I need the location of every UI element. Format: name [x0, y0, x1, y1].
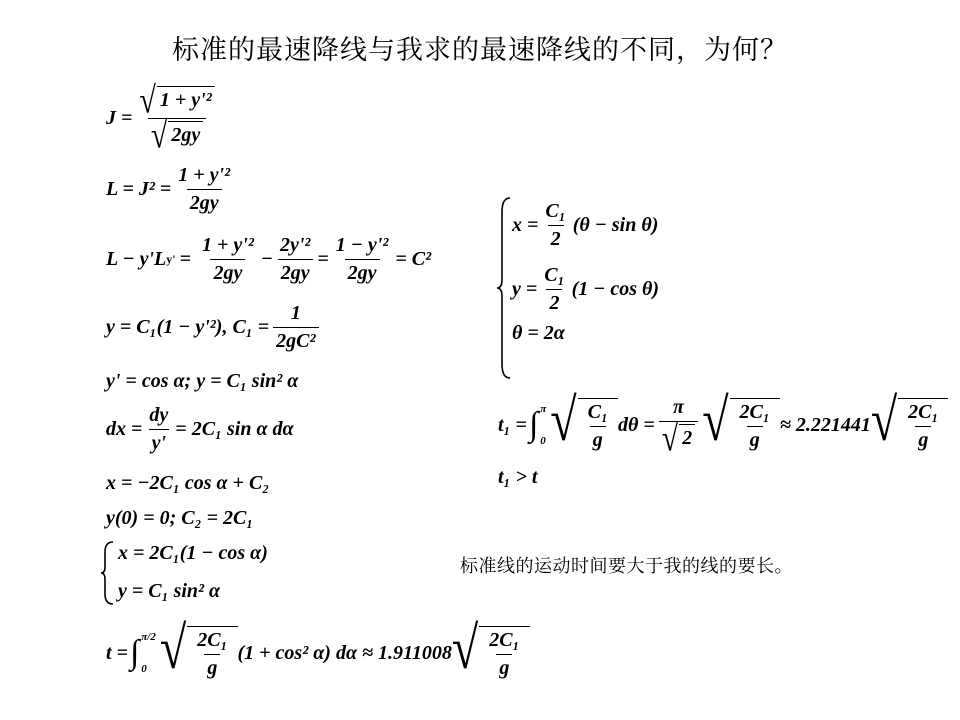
eq-j-lhs: J = — [106, 107, 133, 129]
eq-t1-lhs: t₁ = — [498, 413, 527, 436]
eq-l2-f1d: 2gy — [210, 259, 245, 285]
eq-t1-pi-den: 2 — [679, 424, 695, 454]
eq-y-frac — [273, 302, 318, 353]
eq-t1-rad2-den: g — [747, 426, 763, 452]
eq-l2-eq2: = — [317, 248, 329, 270]
eq-t-lower: 0 — [141, 663, 147, 675]
eq-t1-pi-frac: π √ 2 — [659, 396, 698, 454]
eq-t1-rad3-den: g — [915, 426, 931, 452]
eq-t1-rad — [585, 401, 611, 452]
eq-t-rad2-num: 2C₁ — [489, 629, 520, 651]
eq-l2-frac3 — [333, 234, 392, 285]
eq-sys1-y: y = C₁ sin² α — [118, 580, 221, 602]
eq-t1-limits — [540, 403, 546, 447]
eq-x: x = −2C₁ cos α + C₂ — [106, 472, 270, 494]
eq-l2-f3d: 2gy — [345, 259, 380, 285]
eq-l2-f1n: 1 + y'² — [202, 234, 254, 256]
eq-sys2-y-frac — [541, 264, 567, 315]
eq-j-num: 1 + y'² — [157, 86, 215, 116]
eq-sys2-x-lhs: x = — [512, 214, 539, 236]
eq-t1-lower: 0 — [540, 435, 546, 447]
eq-sys2-y-num: C₁ — [544, 264, 565, 286]
system-brace-1 — [100, 540, 116, 606]
eq-t-rad-den: g — [204, 654, 220, 680]
eq-sys2-x-rhs: (θ − sin θ) — [572, 214, 659, 236]
eq-y-den: 2gC² — [273, 327, 318, 353]
eq-t1-rad-den: g — [590, 426, 606, 452]
eq-t1: t₁ = ∫ π 0 √ $\frac{\text{C₁}}{g}$ dθ = π √ 2 √ $\frac{\text{2C₁}}{g}$ ≈ 2.221441 √ $\frac{\text{2C₁}}{g}$ — [498, 396, 948, 454]
integral-sign-2: ∫ — [528, 406, 539, 443]
eq-l — [106, 164, 237, 215]
eq-l-frac — [175, 164, 233, 215]
integral-sign: ∫ — [129, 634, 140, 671]
eq-dx-num: dy — [149, 404, 169, 426]
eq-dx-den: y' — [149, 429, 169, 455]
eq-y-num: 1 — [290, 302, 301, 324]
eq-l2-f2n: 2y'² — [279, 234, 311, 256]
eq-sys2-y-lhs: y = — [512, 278, 538, 300]
conclusion-note: 标准线的运动时间要大于我的线的要长。 — [460, 556, 793, 577]
eq-l2-eq: = — [179, 248, 191, 270]
eq-t1-pi-num: π — [672, 396, 684, 418]
eq-t: t = ∫ π/2 0 √ $\frac{\text{2C₁}}{g}$ (1 + cos² α) dα ≈ 1.911008 √ $\frac{\text{2C₁}}{g}$ — [106, 626, 530, 680]
eq-l2-lhs: L − y'L — [106, 248, 167, 270]
system-brace-2 — [496, 196, 512, 380]
eq-sys2-y — [512, 264, 659, 315]
eq-dx-lhs: dx = — [106, 418, 143, 440]
eq-sys2-y-rhs: (1 − cos θ) — [571, 278, 660, 300]
eq-t-rad-num: 2C₁ — [197, 629, 228, 651]
eq-sys2-x-frac — [542, 200, 568, 251]
eq-sys2-y-den: 2 — [546, 289, 562, 315]
eq-t1-rad-num: C₁ — [587, 401, 608, 423]
eq-sys2-x-num: C₁ — [545, 200, 566, 222]
eq-sys1-x: x = 2C₁(1 − cos α) — [118, 542, 268, 564]
eq-t1-approx: ≈ 2.221441 — [779, 413, 871, 436]
eq-l2-frac1 — [199, 234, 257, 285]
eq-j — [106, 79, 222, 156]
eq-t1-dtheta: dθ = — [617, 413, 655, 436]
eq-l2 — [106, 234, 431, 285]
eq-t1-rad2 — [737, 401, 773, 452]
eq-l-den: 2gy — [187, 189, 222, 215]
eq-l2-minus: − — [260, 248, 273, 270]
eq-l2-f2d: 2gy — [278, 259, 313, 285]
eq-l2-f3n: 1 − y'² — [335, 234, 389, 256]
eq-yp: y' = cos α; y = C₁ sin² α — [106, 370, 299, 392]
eq-y — [106, 302, 323, 353]
eq-l2-sub: y' — [166, 252, 176, 266]
eq-t1-rad3-num: 2C₁ — [908, 401, 939, 423]
eq-sys2-x — [512, 200, 658, 251]
eq-t1-rad3 — [905, 401, 941, 452]
eq-t-rad2 — [486, 629, 522, 680]
eq-l2-frac2 — [277, 234, 313, 285]
eq-j-den: 2gy — [168, 121, 203, 151]
eq-t-limits — [141, 631, 156, 675]
eq-t-mid: (1 + cos² α) dα ≈ 1.911008 — [237, 641, 452, 664]
eq-l-num: 1 + y'² — [178, 164, 231, 186]
slide-title: 标准的最速降线与我求的最速降线的不同，为何？ — [172, 35, 788, 66]
eq-t1-compare: t₁ > t — [498, 466, 538, 488]
eq-t-upper: π/2 — [141, 631, 156, 643]
eq-t1-upper: π — [540, 403, 547, 415]
eq-l-lhs: L = J² = — [106, 178, 172, 200]
eq-dx-frac — [146, 404, 171, 455]
eq-y-lhs: y = C₁(1 − y'²), C₁ = — [106, 316, 270, 338]
eq-t1-rad2-num: 2C₁ — [739, 401, 770, 423]
eq-j-frac: √ 1 + y'² √ 2gy — [136, 86, 217, 151]
eq-dx — [106, 404, 294, 455]
eq-y0: y(0) = 0; C₂ = 2C₁ — [106, 507, 254, 529]
eq-sys2-x-den: 2 — [548, 225, 564, 251]
eq-sys2-theta: θ = 2α — [512, 322, 565, 344]
eq-dx-rhs: = 2C₁ sin α dα — [175, 418, 294, 440]
eq-t-lhs: t = — [106, 641, 128, 664]
eq-t-rad2-den: g — [496, 654, 512, 680]
eq-l2-rhs: = C² — [395, 248, 432, 270]
eq-t-rad — [194, 629, 230, 680]
